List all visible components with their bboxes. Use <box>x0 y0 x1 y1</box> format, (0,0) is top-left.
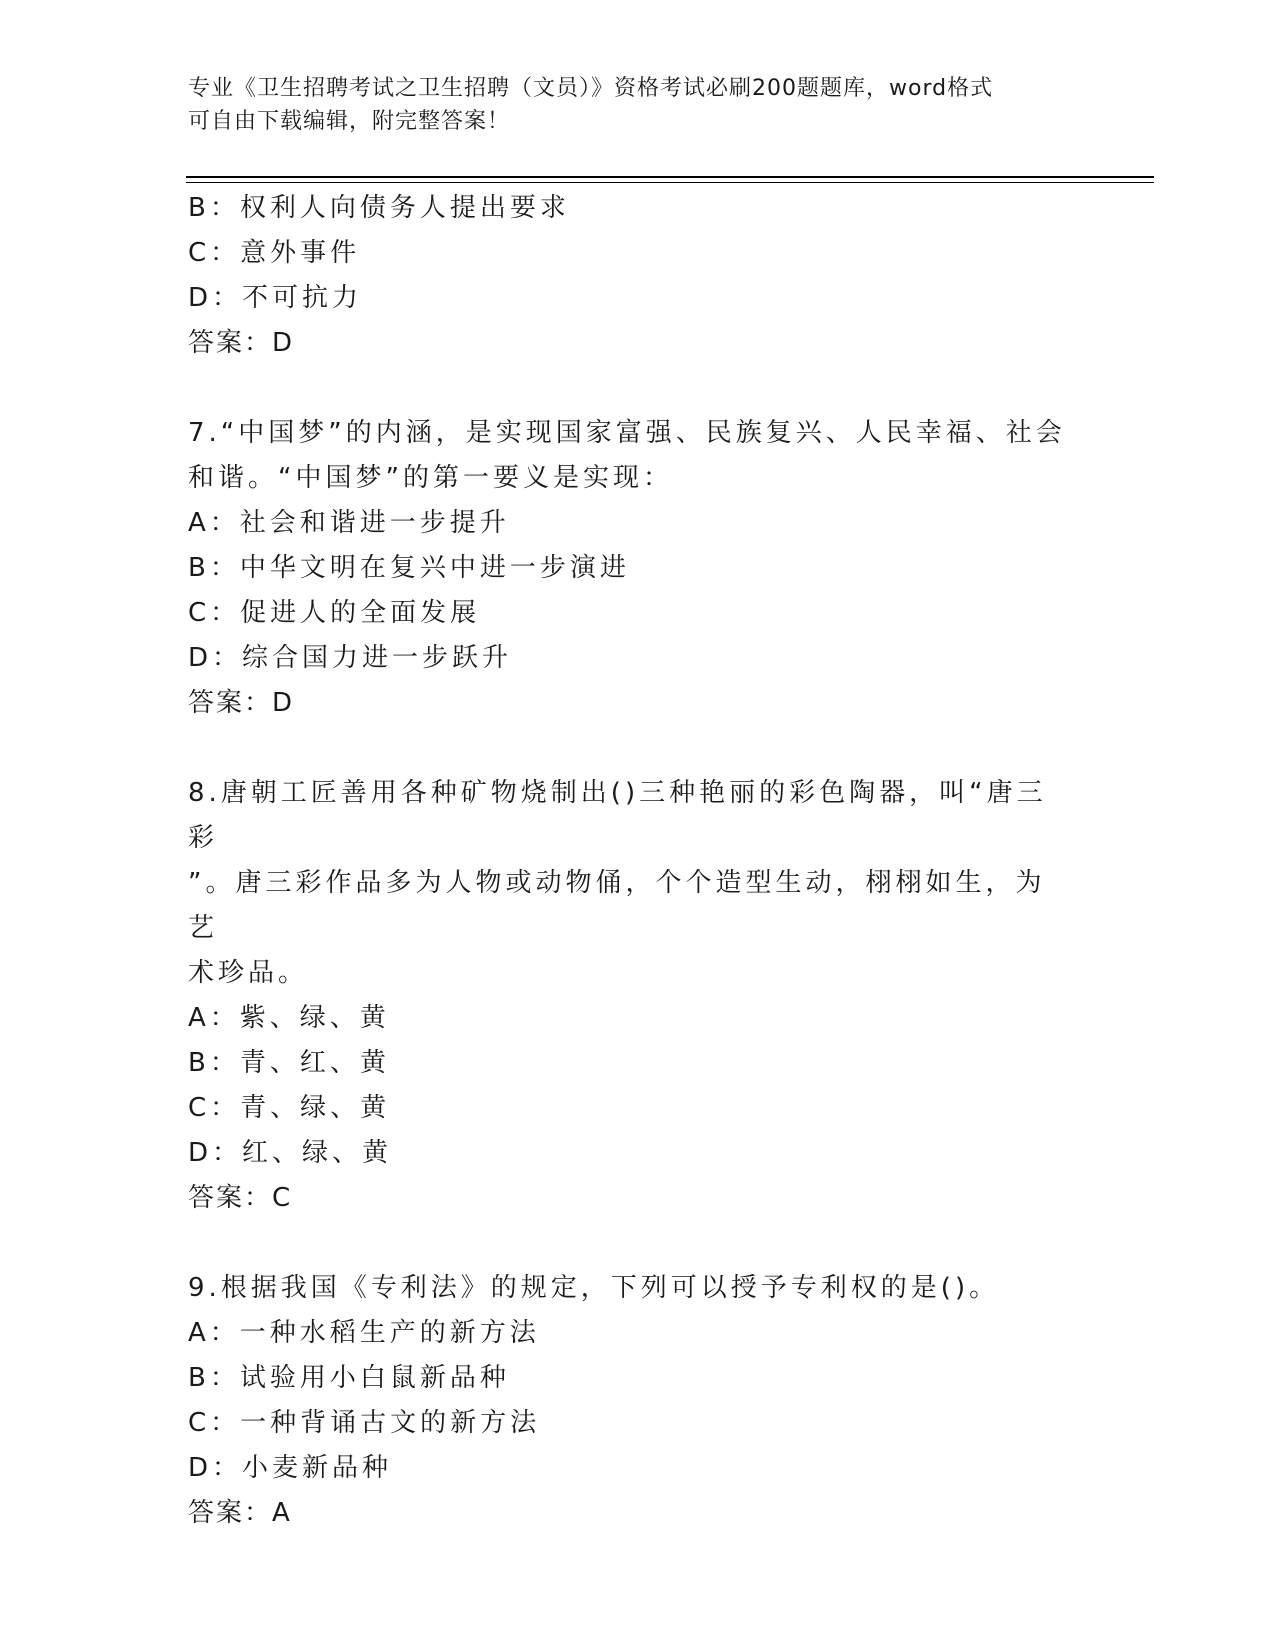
question-9 <box>188 1266 1088 1536</box>
option-c: C：促进人的全面发展 <box>188 598 481 628</box>
option-d: D：不可抗力 <box>188 283 363 313</box>
header-title-line-2: 可自由下载编辑，附完整答案！ <box>188 109 511 134</box>
question-text-line-2: ”。唐三彩作品多为人物或动物俑，个个造型生动，栩栩如生，为艺 <box>188 868 1046 943</box>
question-7 <box>188 411 1088 726</box>
option-d: D：红、绿、黄 <box>188 1138 393 1168</box>
answer: 答案：C <box>188 1183 293 1213</box>
answer: 答案：D <box>188 328 295 358</box>
option-a: A：紫、绿、黄 <box>188 1003 390 1033</box>
page-header <box>188 72 1068 138</box>
header-title-line-1: 专业《卫生招聘考试之卫生招聘（文员）》资格考试必刷200题题库，word格式 <box>188 76 994 101</box>
question-text-line-1: 7.“中国梦”的内涵，是实现国家富强、民族复兴、人民幸福、社会 <box>188 418 1066 448</box>
option-b: B：中华文明在复兴中进一步演进 <box>188 553 630 583</box>
option-b: B：权利人向债务人提出要求 <box>188 193 570 223</box>
option-d: D：小麦新品种 <box>188 1453 393 1483</box>
spacer <box>188 366 1088 411</box>
option-a: A：一种水稻生产的新方法 <box>188 1318 540 1348</box>
spacer <box>188 726 1088 771</box>
option-c: C：意外事件 <box>188 238 361 268</box>
option-b: B：试验用小白鼠新品种 <box>188 1363 510 1393</box>
option-d: D：综合国力进一步跃升 <box>188 643 513 673</box>
question-text-line-1: 9.根据我国《专利法》的规定，下列可以授予专利权的是()。 <box>188 1273 1000 1303</box>
question-list <box>188 186 1088 1536</box>
answer: 答案：D <box>188 688 295 718</box>
option-c: C：一种背诵古文的新方法 <box>188 1408 541 1438</box>
option-b: B：青、红、黄 <box>188 1048 390 1078</box>
question-text-line-2: 和谐。“中国梦”的第一要义是实现： <box>188 463 673 493</box>
header-divider-thin <box>186 182 1154 183</box>
question-text-line-1: 8.唐朝工匠善用各种矿物烧制出()三种艳丽的彩色陶器，叫“唐三彩 <box>188 778 1047 853</box>
question-text-line-3: 术珍品。 <box>188 958 309 988</box>
spacer <box>188 1221 1088 1266</box>
header-divider-thick <box>186 176 1154 178</box>
option-c: C：青、绿、黄 <box>188 1093 391 1123</box>
option-a: A：社会和谐进一步提升 <box>188 508 510 538</box>
question-8 <box>188 771 1088 1221</box>
answer: 答案：A <box>188 1498 292 1528</box>
question-6 <box>188 186 1088 366</box>
